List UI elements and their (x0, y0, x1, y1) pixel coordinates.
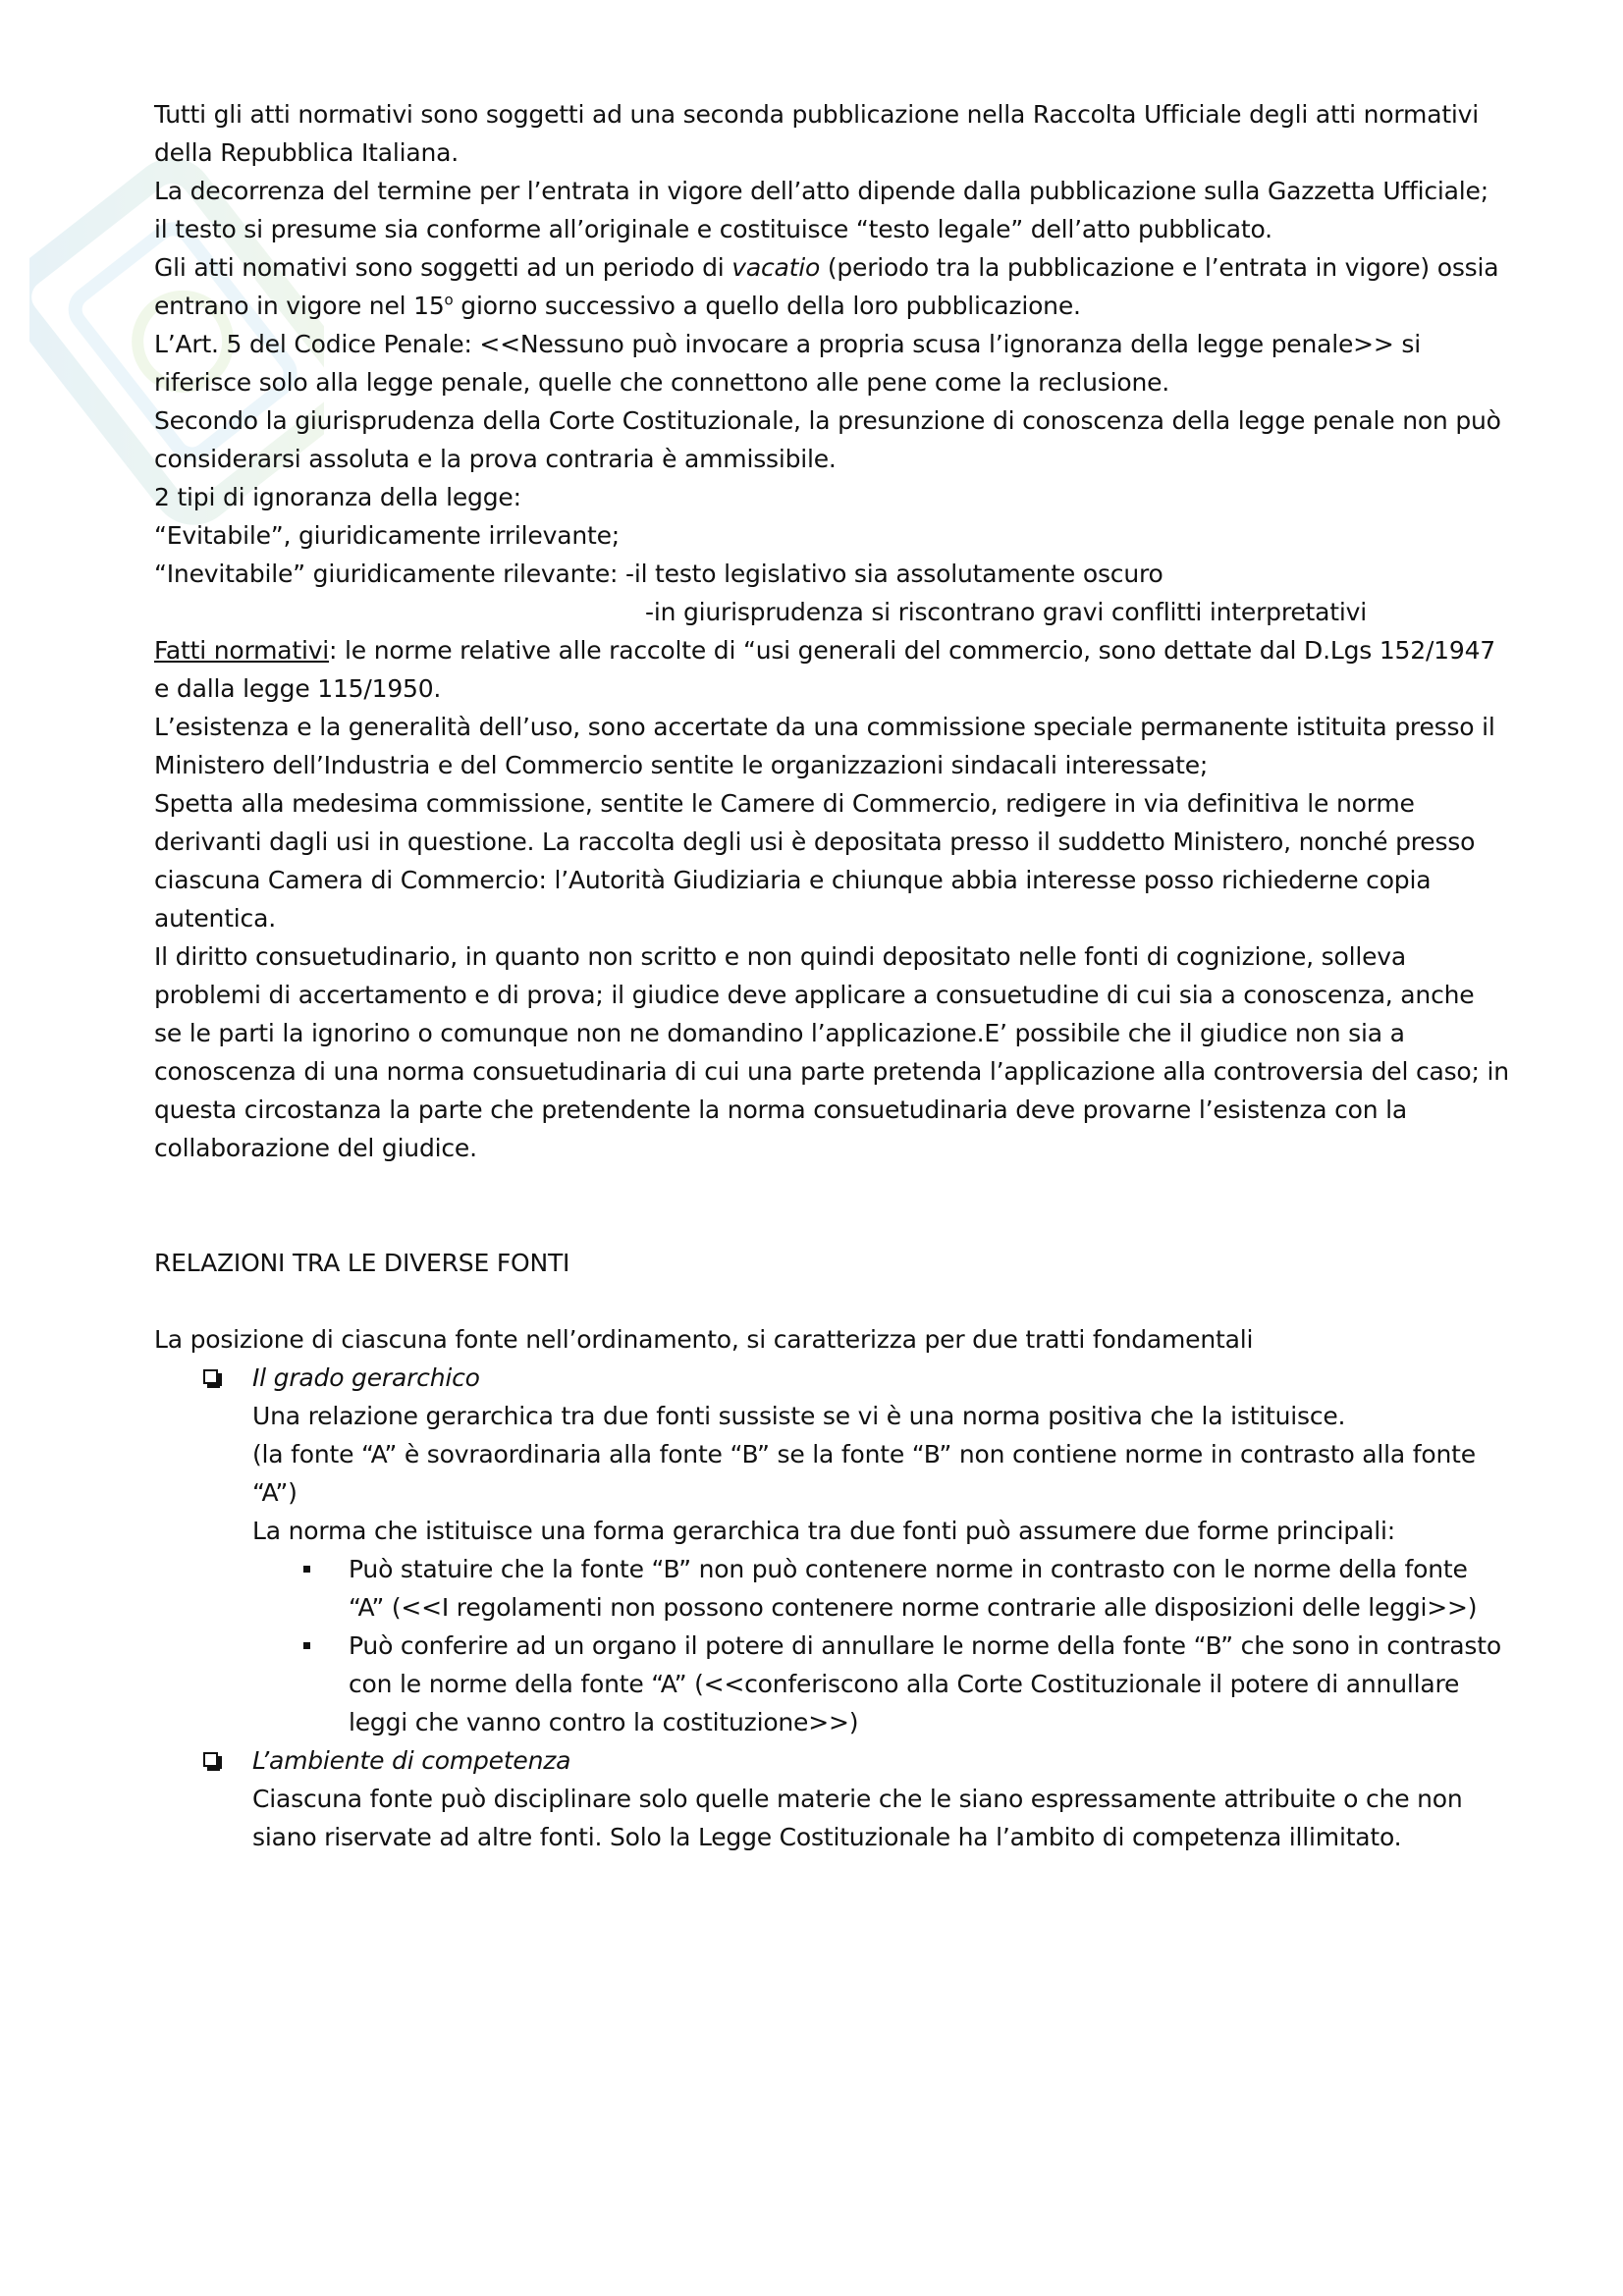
ordinal-sup: o (444, 291, 454, 309)
paragraph-vacatio-after: (periodo tra la pubblicazione e l’entrata in vigore) ossia entrano in vigore nel 15 (154, 253, 1499, 320)
list-item-ambiente-competenza (154, 1741, 1509, 1856)
ignorance-inevitabile (154, 555, 1509, 593)
checkbox-icon (203, 1752, 218, 1767)
paragraph-vacatio-end: giorno successivo a quello della loro pubblicazione. (453, 292, 1081, 320)
item-title: Il grado gerarchico (252, 1363, 480, 1392)
list-item-grado-gerarchico (154, 1359, 1509, 1741)
paragraph-raccolta-usi: Spetta alla medesima commissione, sentite le Camere di Commercio, redigere in via definitiva le norme derivanti dagli usi in questione. La raccolta degli usi è depositata presso il suddetto Ministero, nonché presso ciascuna Camera di Commercio: l’Autorità Giudiziaria e chiunque abbia interesse posso richiederne copia autentica. (154, 789, 1476, 933)
fatti-normativi-label: Fatti normativi (154, 636, 330, 665)
ignorance-inevitabile-lead: “Inevitabile” giuridicamente rilevante: (154, 560, 625, 588)
paragraph-vacatio-before: Gli atti nomativi sono soggetti ad un periodo di (154, 253, 732, 282)
paragraph-diritto-consuetudinario: Il diritto consuetudinario, in quanto non scritto e non quindi depositato nelle fonti di cognizione, solleva problemi di accertamento e di prova; il giudice deve applicare a consuetudine di cui sia a conoscenza, anche se le parti la ignorino o comunque non ne domandino l’applicazione.E’ possibile che il giudice non sia a conoscenza di una norma consuetudinaria di cui una parte pretenda l’applicazione alla controversia del caso; in questa circostanza la parte che pretendente la norma consuetudinaria deve provarne l’esistenza con la collaborazione del giudice. (154, 942, 1509, 1162)
sub-item-text: Può conferire ad un organo il potere di annullare le norme della fonte “B” che sono in contrasto con le norme della fonte “A” (<<conferiscono alla Corte Costituzionale il potere di annullare leggi che vanno contro la costituzione>>) (349, 1631, 1501, 1736)
item-line: Una relazione gerarchica tra due fonti sussiste se vi è una norma positiva che la istituisce. (252, 1402, 1346, 1430)
sub-list-item (252, 1627, 1509, 1741)
item-line: La norma che istituisce una forma gerarchica tra due fonti può assumere due forme principali: (252, 1517, 1395, 1545)
paragraph-vacatio (154, 248, 1509, 325)
section-heading: RELAZIONI TRA LE DIVERSE FONTI (154, 1249, 570, 1277)
sub-item-text: Può statuire che la fonte “B” non può contenere norme in contrasto con le norme della fonte “A” (<<I regolamenti non possono contenere norme contrarie alle disposizioni delle leggi>>) (349, 1555, 1478, 1622)
sub-list (252, 1550, 1509, 1741)
document-body (154, 95, 1509, 1856)
term-vacatio: vacatio (731, 253, 821, 282)
ignorance-intro: 2 tipi di ignoranza della legge: (154, 483, 521, 511)
checklist (154, 1359, 1509, 1856)
paragraph-decorrenza: La decorrenza del termine per l’entrata in vigore dell’atto dipende dalla pubblicazione sulla Gazzetta Ufficiale; il testo si presume sia conforme all’originale e costituisce “testo legale” dell’atto pubblicato. (154, 177, 1488, 243)
paragraph-raccolta-ufficiale: Tutti gli atti normativi sono soggetti ad una seconda pubblicazione nella Raccolta Ufficiale degli atti normativi della Repubblica Italiana. (154, 100, 1480, 167)
paragraph-fatti-normativi (154, 631, 1509, 708)
ignorance-evitabile: “Evitabile”, giuridicamente irrilevante; (154, 521, 620, 550)
ignorance-inevitabile-case-1: -il testo legislativo sia assolutamente oscuro (625, 560, 1163, 588)
checkbox-icon (203, 1369, 218, 1384)
ignorance-inevitabile-case-2: -in giurisprudenza si riscontrano gravi conflitti interpretativi (645, 598, 1367, 626)
item-title: L’ambiente di competenza (252, 1746, 571, 1775)
square-bullet-icon (303, 1566, 310, 1573)
fatti-normativi-text: : le norme relative alle raccolte di “usi generali del commercio, sono dettate dal D.Lgs 152/1947 e dalla legge 115/1950. (154, 636, 1495, 703)
square-bullet-icon (303, 1642, 310, 1649)
paragraph-commissione: L’esistenza e la generalità dell’uso, sono accertate da una commissione speciale permanente istituita presso il Ministero dell’Industria e del Commercio sentite le organizzazioni sindacali interessate; (154, 713, 1495, 779)
paragraph-codice-penale: L’Art. 5 del Codice Penale: <<Nessuno può invocare a propria scusa l’ignoranza della legge penale>> si riferisce solo alla legge penale, quelle che connettono alle pene come la reclusione. (154, 330, 1421, 397)
sub-list-item (252, 1550, 1509, 1627)
section-intro: La posizione di ciascuna fonte nell’ordinamento, si caratterizza per due tratti fondamentali (154, 1325, 1254, 1354)
paragraph-corte-costituzionale: Secondo la giurisprudenza della Corte Costituzionale, la presunzione di conoscenza della legge penale non può considerarsi assoluta e la prova contraria è ammissibile. (154, 406, 1501, 473)
item-line: (la fonte “A” è sovraordinaria alla fonte “B” se la fonte “B” non contiene norme in contrasto alla fonte “A”) (252, 1440, 1476, 1507)
item-line: Ciascuna fonte può disciplinare solo quelle materie che le siano espressamente attribuite o che non siano riservate ad altre fonti. Solo la Legge Costituzionale ha l’ambito di competenza illimitato. (252, 1785, 1463, 1851)
